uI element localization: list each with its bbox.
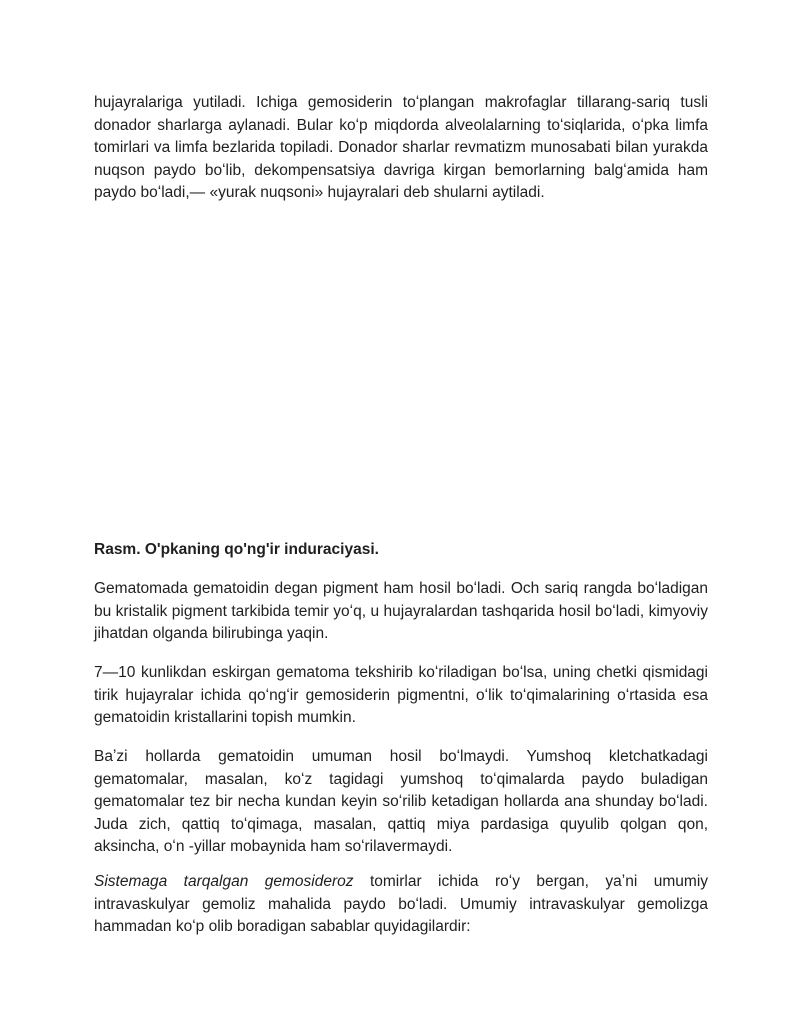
paragraph-systemic-text: tomirlar ichida roʻy bergan, yaʼni umumiy intravaskulyar gemoliz mahalida paydo boʻladi. Umumiy intravaskulyar gemolizga hammadan koʻp olib boradigan sabablar quyidagilardir:: [94, 873, 709, 935]
figure-caption: Rasm. O'pkaning qo'ng'ir induraciyasi.: [94, 541, 379, 558]
figure-placeholder: [94, 210, 708, 520]
paragraph-soft-tissue: Baʼzi hollarda gematoidin umuman hosil boʻlmaydi. Yumshoq kletchatkadagi gematomalar, masalan, koʻz tagidagi yumshoq toʻqimalarda paydo buladigan gematomalar tez bir necha kundan keyin soʻrilib ketadigan hollarda ana shunday boʻladi. Juda zich, qattiq toʻqimaga, masalan, qattiq miya pardasiga quyulib qolgan qon, aksincha, oʻn -yillar mobaynida ham soʻrilavermaydi.: [94, 748, 708, 855]
paragraph-gematoma-age: 7—10 kunlikdan eskirgan gematoma tekshirib koʻriladigan boʻlsa, uning chetki qismidagi tirik hujayralar ichida qoʻngʻir gemosiderin pigmentni, oʻlik toʻqimalarining oʻrtasida esa gematoidin kristallarini topish mumkin.: [94, 664, 708, 726]
paragraph-gematoidin: Gematomada gematoidin degan pigment ham hosil boʻladi. Och sariq rangda boʻladigan bu kristalik pigment tarkibida temir yoʻq, u hujayralardan tashqarida hosil boʻladi, kimyoviy jihatdan olganda bilirubinga yaqin.: [94, 580, 708, 642]
term-italic: Sistemaga tarqalgan gemosideroz: [94, 873, 354, 890]
paragraph-systemic-gemosideroz: [94, 871, 708, 939]
paragraph-intro: hujayralariga yutiladi. Ichiga gemosiderin toʻplangan makrofaglar tillarang-sariq tusli donador sharlarga aylanadi. Bular koʻp miqdorda alveolalarning toʻsiqlarida, oʻpka limfa tomirlari va limfa bezlarida topiladi. Donador sharlar revmatizm munosabati bilan yurakda nuqson paydo boʻlib, dekompensatsiya davriga kirgan bemorlarning balgʻamida ham paydo boʻladi,— «yurak nuqsoni» hujayralari deb shularni aytiladi.: [94, 94, 708, 201]
